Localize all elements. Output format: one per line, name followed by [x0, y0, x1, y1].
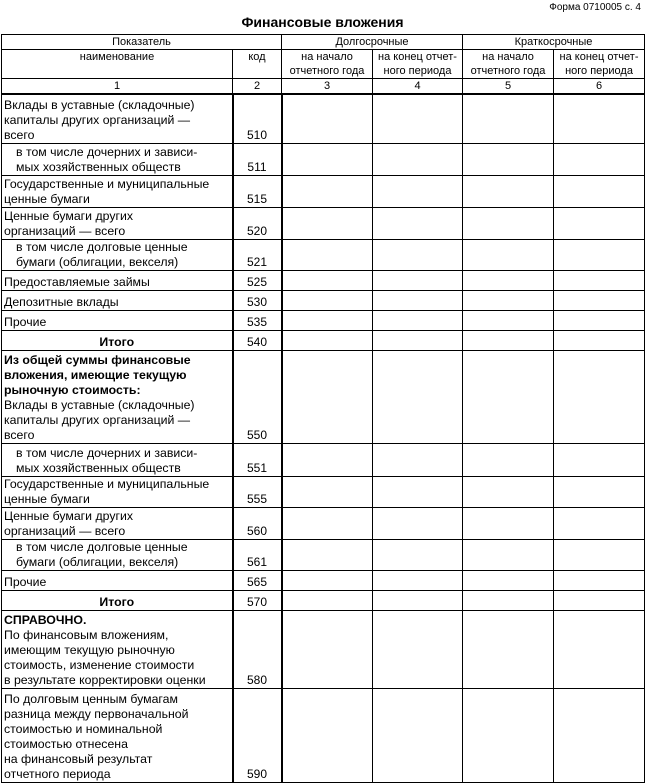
table-row — [2, 350, 645, 443]
header-name: наименование — [2, 50, 233, 79]
row-code: 550 — [233, 350, 282, 443]
row-code: 525 — [233, 270, 282, 290]
col-number: 1 — [2, 79, 233, 95]
row-code: 551 — [233, 443, 282, 476]
table-row — [2, 570, 645, 590]
row-code: 570 — [233, 590, 282, 610]
row-code: 561 — [233, 539, 282, 570]
header-long-start: на начало отчетного года — [282, 50, 373, 79]
table-row — [2, 688, 645, 782]
row-name: Государственные и муниципальные ценные бумаги — [2, 175, 233, 207]
table-row — [2, 590, 645, 610]
form-code: Форма 0710005 с. 4 — [549, 2, 641, 13]
col-number: 2 — [233, 79, 282, 95]
row-name: Ценные бумаги других организаций — всего — [2, 207, 233, 239]
header-short-start: на начало отчетного года — [463, 50, 554, 79]
row-code: 520 — [233, 207, 282, 239]
page-title: Финансовые вложения — [241, 14, 404, 30]
table-row — [2, 507, 645, 539]
header-code: код — [233, 50, 282, 79]
row-name: Из общей суммы финансовые вложения, имеющие текущую рыночную стоимость: Вклады в уставные (складочные) капиталы других организаций — всего — [2, 350, 233, 443]
table-row — [2, 443, 645, 476]
table-row — [2, 476, 645, 507]
row-name: в том числе долговые ценные бумаги (облигации, векселя) — [2, 539, 233, 570]
row-name: Прочие — [2, 310, 233, 330]
row-code: 510 — [233, 94, 282, 143]
col-number: 4 — [373, 79, 463, 95]
row-name: Вклады в уставные (складочные) капиталы других организаций — всего — [2, 94, 233, 143]
row-code: 540 — [233, 330, 282, 350]
row-name: в том числе дочерних и зависи- мых хозяйственных обществ — [2, 143, 233, 175]
row-code: 565 — [233, 570, 282, 590]
row-name: Ценные бумаги других организаций — всего — [2, 507, 233, 539]
row-name: Предоставляемые займы — [2, 270, 233, 290]
table-row — [2, 330, 645, 350]
row-name: в том числе долговые ценные бумаги (облигации, векселя) — [2, 239, 233, 270]
table-row — [2, 610, 645, 688]
header-long-end: на конец отчет- ного периода — [373, 50, 463, 79]
row-name: По долговым ценным бумагам разница между первоначальной стоимостью и номинальной стоимостью отнесена на финансовый результат отчетного периода — [2, 688, 233, 782]
financial-investments-table — [1, 34, 645, 783]
row-code: 560 — [233, 507, 282, 539]
row-name: Государственные и муниципальные ценные бумаги — [2, 476, 233, 507]
col-number: 6 — [554, 79, 645, 95]
row-name: Итого — [2, 330, 233, 350]
row-name: Прочие — [2, 570, 233, 590]
header-long-term: Долгосрочные — [282, 35, 463, 50]
row-name: СПРАВОЧНО. По финансовым вложениям, имеющим текущую рыночную стоимость, изменение стоимости в результате корректировки оценки — [2, 610, 233, 688]
table-row — [2, 143, 645, 175]
row-code: 590 — [233, 688, 282, 782]
row-code: 511 — [233, 143, 282, 175]
table-row — [2, 239, 645, 270]
row-code: 535 — [233, 310, 282, 330]
row-code: 521 — [233, 239, 282, 270]
row-code: 580 — [233, 610, 282, 688]
row-code: 515 — [233, 175, 282, 207]
col-number: 5 — [463, 79, 554, 95]
header-short-end: на конец отчет- ного периода — [554, 50, 645, 79]
table-row — [2, 290, 645, 310]
table-row — [2, 310, 645, 330]
row-name: Итого — [2, 590, 233, 610]
row-code: 530 — [233, 290, 282, 310]
header-indicator: Показатель — [2, 35, 282, 50]
table-row — [2, 94, 645, 143]
table-row — [2, 270, 645, 290]
col-number: 3 — [282, 79, 373, 95]
header-short-term: Краткосрочные — [463, 35, 645, 50]
row-name: Депозитные вклады — [2, 290, 233, 310]
table-row — [2, 175, 645, 207]
table-row — [2, 207, 645, 239]
row-code: 555 — [233, 476, 282, 507]
row-name: в том числе дочерних и зависи- мых хозяйственных обществ — [2, 443, 233, 476]
table-row — [2, 539, 645, 570]
